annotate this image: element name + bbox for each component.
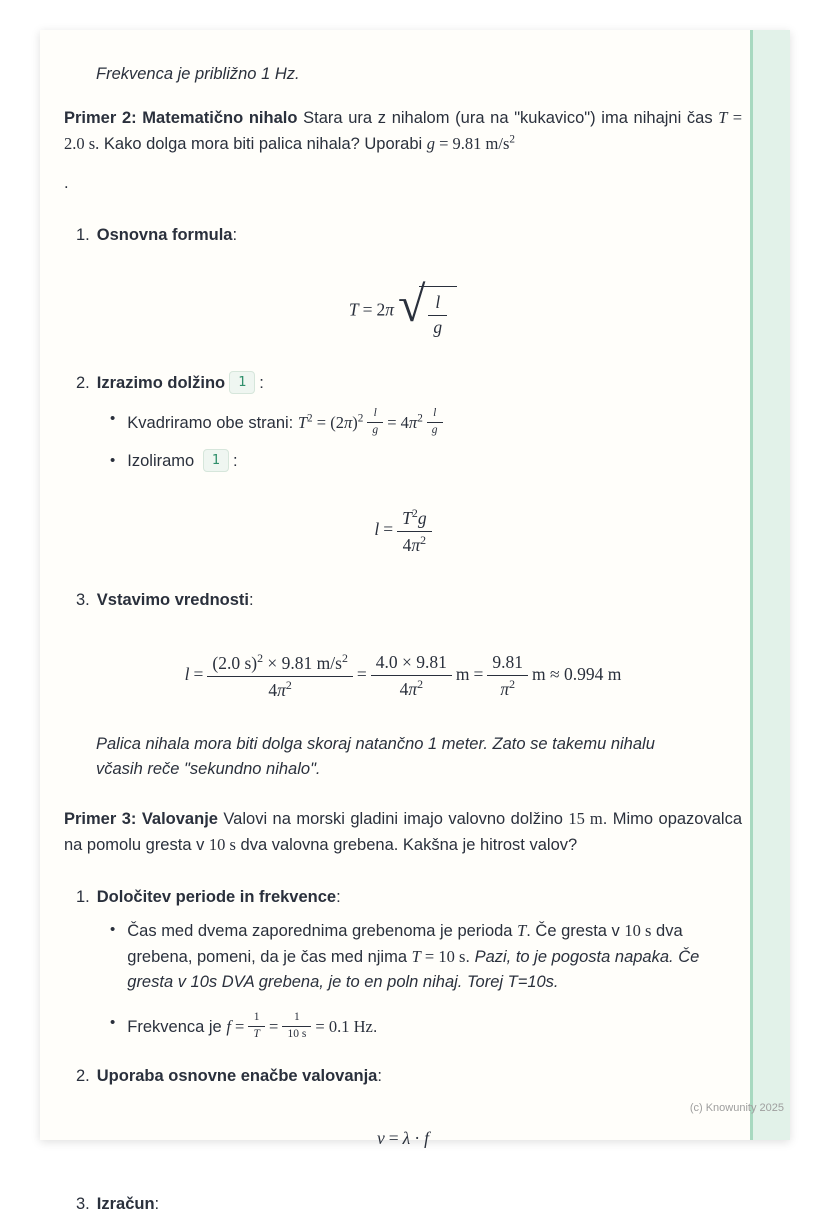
math-var-T: T xyxy=(348,299,359,320)
colon: : xyxy=(336,888,341,907)
colon: : xyxy=(259,374,264,393)
math-var-pi: π xyxy=(385,299,394,320)
list-number: 2. xyxy=(76,1067,90,1085)
math-run: (2.0 s) xyxy=(212,653,258,674)
watermark: (c) Knowunity 2025 xyxy=(689,1102,784,1114)
primer3-paragraph xyxy=(64,806,742,858)
bullet-body xyxy=(127,918,708,995)
numerator: 1 xyxy=(248,1011,264,1027)
list-number: 1. xyxy=(76,888,90,907)
equals: = xyxy=(193,664,204,685)
list-item-label xyxy=(97,1192,159,1217)
math-run: = 10 s xyxy=(420,947,466,967)
bullet-frekvenca xyxy=(110,1011,742,1042)
fraction-1-over-T xyxy=(248,1011,264,1042)
math-run: 10 s xyxy=(208,835,236,855)
bullet-body xyxy=(127,449,237,474)
math-result: = 0.1 Hz xyxy=(311,1017,373,1037)
numerator: l xyxy=(427,407,443,423)
denominator: T xyxy=(253,1028,260,1041)
numerator: 4.0 × 9.81 xyxy=(371,652,452,676)
quote-palica xyxy=(96,732,661,782)
denominator: g xyxy=(433,317,443,338)
list-item-vstavimo-vrednosti xyxy=(64,588,742,613)
bullet-dot: • xyxy=(110,410,116,428)
math-var-f: f xyxy=(424,1128,429,1149)
list-item-uporaba xyxy=(64,1064,742,1089)
list-item-label xyxy=(97,885,341,910)
numerator: 1 xyxy=(282,1011,311,1027)
primer2-heading: Primer 2: Matematično nihalo xyxy=(64,109,298,128)
math-var-pi: π xyxy=(408,678,418,699)
math-run: × 9.81 m/s xyxy=(263,653,342,674)
math-var-lambda: λ xyxy=(402,1128,411,1149)
fraction-l-over-g xyxy=(367,407,383,438)
list-item-title: Uporaba osnovne enačbe valovanja xyxy=(96,1067,378,1085)
superscript: 2 xyxy=(341,651,348,666)
math-run: 15 m xyxy=(568,808,603,828)
formula-length xyxy=(64,506,742,556)
inline-code-badge: 1 xyxy=(229,371,255,394)
math-var-T: T xyxy=(297,413,308,433)
math-var-pi: π xyxy=(411,534,421,555)
list-number: 2. xyxy=(76,374,90,393)
math-var-pi: π xyxy=(500,678,510,699)
fraction-l-over-g xyxy=(427,407,443,438)
fraction-1 xyxy=(207,651,353,701)
formula-wave xyxy=(64,1125,742,1152)
math-result: m ≈ 0.994 m xyxy=(532,664,622,685)
bullet-dot: • xyxy=(110,921,116,939)
fraction-2 xyxy=(371,652,452,701)
fraction-3 xyxy=(487,652,528,701)
list-item-title: Izračun xyxy=(96,1194,155,1213)
math-var-pi: π xyxy=(343,413,353,433)
coefficient: 4 xyxy=(268,679,278,700)
denominator: g xyxy=(431,424,438,437)
superscript: 2 xyxy=(509,133,516,146)
math-var-g: g xyxy=(417,507,427,528)
bullet-text: dva grebena, pomeni, da je čas med njima xyxy=(127,922,683,967)
list-number: 3. xyxy=(76,591,90,610)
bullet-text: Kvadriramo obe strani: xyxy=(127,414,298,433)
math-run: = 4 xyxy=(383,413,409,433)
bullet-dot: • xyxy=(110,451,116,469)
math-var-T: T xyxy=(411,947,421,967)
formula-pendulum-period xyxy=(64,276,742,339)
math-run: = 9.81 m/s xyxy=(435,134,510,154)
list-item-izracun xyxy=(64,1192,742,1217)
page-content xyxy=(64,62,742,1217)
list-item-title: Vstavimo vrednosti xyxy=(96,591,249,610)
superscript: 2 xyxy=(417,677,424,692)
primer2-paragraph xyxy=(64,105,742,157)
quote-text: Palica nihala mora biti dolga skoraj natančno 1 meter. Zato se takemu nihalu včasih reče "sekundno nihalo". xyxy=(96,734,655,778)
bullet-body xyxy=(127,1011,377,1042)
equals: = xyxy=(473,664,484,685)
list-item-label xyxy=(97,588,254,613)
math-var-g: g xyxy=(426,134,435,154)
bullet-text: Frekvenca je xyxy=(127,1018,227,1037)
bullet-body xyxy=(127,407,442,438)
list-item-dolocitev xyxy=(64,885,742,910)
math-run: = (2 xyxy=(312,413,344,433)
list-item-title: Določitev periode in frekvence xyxy=(96,888,337,907)
superscript: 2 xyxy=(307,412,313,425)
equals: = xyxy=(230,1017,249,1037)
fraction-T2g-over-4pi2 xyxy=(397,506,431,556)
primer3-text-1: Valovi na morski gladini imajo valovno dolžino xyxy=(217,809,569,828)
equals: = xyxy=(362,299,373,320)
bullet-cas xyxy=(110,918,742,995)
list-item-osnovna-formula xyxy=(64,223,742,248)
primer3-text-3: dva valovna grebena. Kakšna je hitrost valov? xyxy=(235,836,578,855)
inline-code-badge: 1 xyxy=(203,449,229,472)
page-edge-accent xyxy=(750,30,790,1140)
math-run: 10 s xyxy=(624,921,652,941)
colon: : xyxy=(248,591,254,610)
unit-m: m xyxy=(455,664,470,685)
math-var-f: f xyxy=(226,1017,231,1037)
numerator: l xyxy=(367,407,383,423)
superscript: 2 xyxy=(417,412,423,425)
quote-frekvenca xyxy=(96,62,742,87)
bullet-kvadriramo xyxy=(110,407,742,438)
colon: : xyxy=(154,1194,160,1213)
radical-sign: √ xyxy=(397,276,426,333)
math-run: ) xyxy=(352,413,358,433)
primer3-text-2: . Mimo opazovalca na pomolu gresta v xyxy=(64,809,743,855)
quote-text: Frekvenca je približno 1 Hz. xyxy=(96,65,300,83)
fraction-1-over-10s xyxy=(282,1011,311,1042)
bullet-text: Izoliramo xyxy=(127,451,199,470)
equals: = xyxy=(388,1128,399,1149)
list-number: 1. xyxy=(76,226,90,245)
denominator: 10 s xyxy=(287,1028,307,1041)
superscript: 2 xyxy=(285,678,292,693)
math-var-l: l xyxy=(184,664,190,685)
math-var-pi: π xyxy=(408,413,418,433)
list-item-title: Izrazimo dolžino xyxy=(96,374,226,393)
coefficient: 2 xyxy=(376,299,386,320)
list-number: 3. xyxy=(76,1194,90,1213)
formula-values xyxy=(64,651,742,701)
primer2-text-1: Stara ura z nihalom (ura na "kukavico") ima nihajni čas xyxy=(297,109,719,128)
math-var-T: T xyxy=(402,507,412,528)
math-var-pi: π xyxy=(277,679,286,700)
multiplication-dot: · xyxy=(414,1128,421,1149)
bullet-dot: • xyxy=(110,1014,116,1032)
primer2-text-2: Kako dolga mora biti palica nihala? Uporabi xyxy=(99,135,427,154)
colon: : xyxy=(232,451,238,470)
list-item-label xyxy=(97,371,264,396)
colon: : xyxy=(377,1067,382,1085)
math-var-T: T xyxy=(517,921,527,941)
superscript: 2 xyxy=(357,412,364,425)
list-item-title: Osnovna formula xyxy=(96,226,233,245)
bullet-text: Čas med dvema zaporednima grebenoma je perioda xyxy=(127,922,518,941)
primer3-heading: Primer 3: Valovanje xyxy=(64,809,218,828)
equals: = xyxy=(383,519,394,540)
superscript: 2 xyxy=(257,651,264,666)
equals: = xyxy=(264,1017,283,1037)
numerator: l xyxy=(428,292,447,316)
superscript: 2 xyxy=(411,505,418,520)
bullet-text: . xyxy=(465,948,475,967)
superscript: 2 xyxy=(509,677,516,692)
math-var-v: v xyxy=(377,1128,385,1149)
document-page xyxy=(40,30,790,1213)
colon: : xyxy=(232,226,238,245)
bullet-text: . Če gresta v xyxy=(526,922,625,941)
math-run: = 2.0 s. xyxy=(64,108,743,154)
period: . xyxy=(372,1018,378,1037)
stray-dot-line: . xyxy=(64,174,69,193)
denominator: g xyxy=(372,424,379,437)
bullet-note-italic: Pazi, to je pogosta napaka. Če gresta v 10s DVA grebena, je to en poln nihaj. Torej T=10s. xyxy=(127,948,700,992)
coefficient: 4 xyxy=(399,678,409,699)
square-root xyxy=(397,276,457,339)
fraction-l-over-g xyxy=(428,292,447,339)
math-var-T: T xyxy=(718,108,728,128)
bullet-izoliramo xyxy=(110,449,742,474)
math-var-l: l xyxy=(374,519,380,540)
equals: = xyxy=(356,664,367,685)
coefficient: 4 xyxy=(402,534,412,555)
list-item-label xyxy=(97,1064,382,1089)
list-item-label xyxy=(97,223,237,248)
list-item-izrazimo-dolzino xyxy=(64,371,742,396)
numerator: 9.81 xyxy=(487,652,528,676)
superscript: 2 xyxy=(420,532,427,547)
